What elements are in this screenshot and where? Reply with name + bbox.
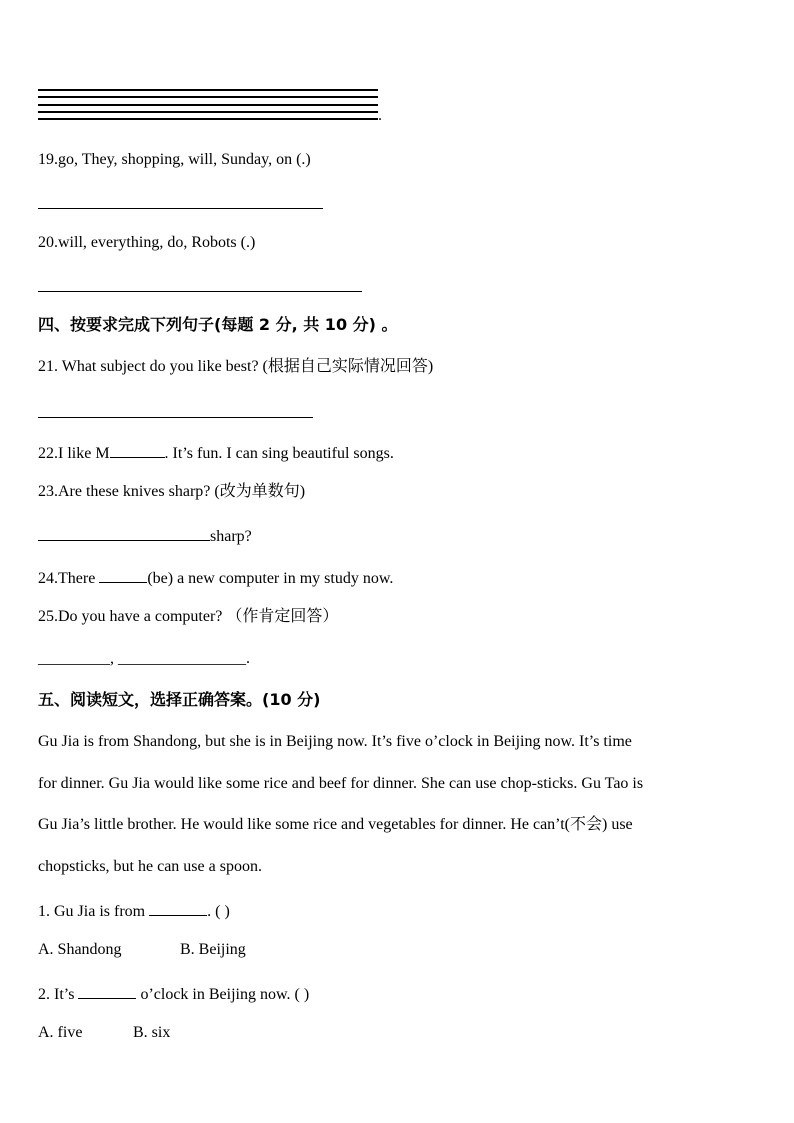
section-5-heading: 五、阅读短文，选择正确答案。(10 分): [38, 690, 321, 709]
answer-line[interactable]: [38, 111, 378, 113]
period-mark: .: [378, 107, 382, 124]
question-23: 23.Are these knives sharp? (改为单数句): [38, 483, 306, 500]
reading-question-1: [38, 899, 230, 922]
passage-line-4: chopsticks, but he can use a spoon.: [38, 858, 262, 875]
option-1a[interactable]: A. Shandong: [38, 941, 122, 958]
option-2b[interactable]: B. six: [133, 1024, 171, 1041]
passage-line-1: Gu Jia is from Shandong, but she is in Beijing now. It’s five o’clock in Beijing now. It’s time: [38, 733, 632, 750]
answer-line[interactable]: [38, 96, 378, 98]
option-2a[interactable]: A. five: [38, 1024, 83, 1041]
question-22-start: 22.I like M: [38, 445, 110, 462]
reading-question-2-end: o’clock in Beijing now. ( ): [136, 986, 310, 1003]
question-25: 25.Do you have a computer? （作肯定回答）: [38, 608, 339, 625]
question-21: 21. What subject do you like best? (根据自己实际情况回答): [38, 358, 434, 375]
section-4-heading: 四、按要求完成下列句子(每题 2 分, 共 10 分) 。: [38, 315, 398, 334]
answer-23-text: sharp?: [210, 528, 252, 545]
reading-question-1-start: 1. Gu Jia is from: [38, 903, 150, 920]
answer-line-19[interactable]: [38, 208, 323, 209]
answer-line-21[interactable]: [38, 417, 313, 418]
answer-23: [38, 524, 252, 547]
passage-line-3: Gu Jia’s little brother. He would like some rice and vegetables for dinner. He can’t(不会) use: [38, 816, 633, 833]
blank-r2[interactable]: [78, 982, 136, 999]
reading-question-1-end: . ( ): [207, 903, 230, 920]
reading-question-2: [38, 982, 309, 1005]
blank-r1[interactable]: [149, 899, 207, 916]
question-19: 19.go, They, shopping, will, Sunday, on (.): [38, 151, 311, 168]
reading-question-2-start: 2. It’s: [38, 986, 79, 1003]
answer-line[interactable]: [38, 118, 378, 120]
question-22: [38, 441, 394, 464]
blank-23[interactable]: [38, 524, 210, 541]
blank-24[interactable]: [99, 566, 147, 583]
question-24-start: 24.There: [38, 570, 100, 587]
answer-line-20[interactable]: [38, 291, 362, 292]
blank-22[interactable]: [110, 441, 165, 458]
answer-25[interactable]: _________, ________________.: [38, 650, 250, 667]
passage-line-2: for dinner. Gu Jia would like some rice and beef for dinner. She can use chop-sticks. Gu Tao is: [38, 775, 644, 792]
question-24: [38, 566, 393, 589]
option-1b[interactable]: B. Beijing: [180, 941, 246, 958]
answer-line[interactable]: [38, 104, 378, 106]
question-22-end: . It’s fun. I can sing beautiful songs.: [164, 445, 394, 462]
question-24-end: (be) a new computer in my study now.: [147, 570, 394, 587]
answer-line[interactable]: [38, 89, 378, 91]
question-20: 20.will, everything, do, Robots (.): [38, 234, 256, 251]
